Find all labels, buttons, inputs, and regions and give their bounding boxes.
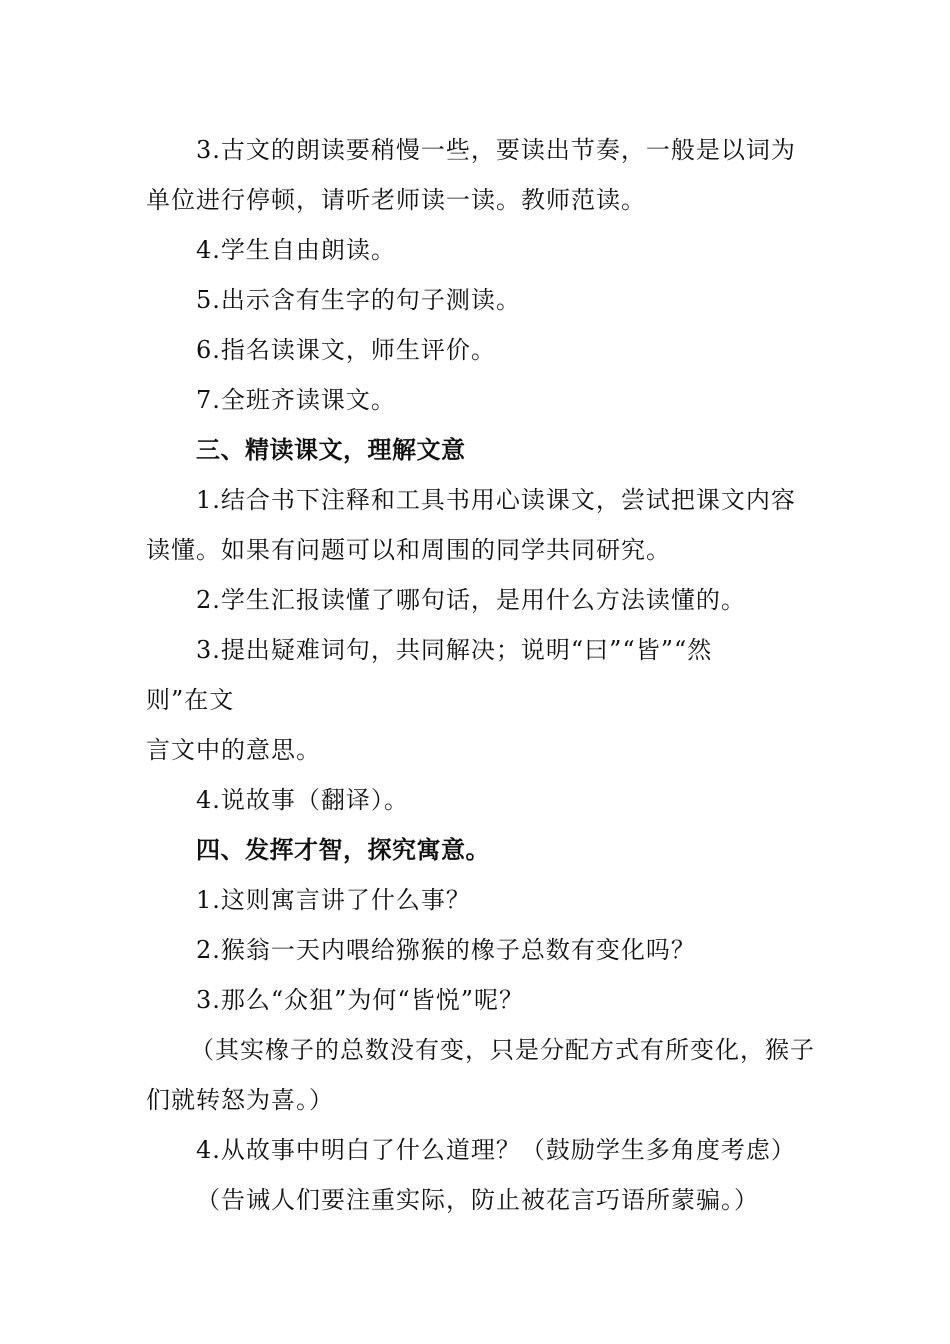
- paragraph-line: 则”在文: [146, 686, 235, 714]
- paragraph-line: 1.结合书下注释和工具书用心读课文，尝试把课文内容: [196, 486, 796, 514]
- paragraph-line: 7.全班齐读课文。: [196, 386, 396, 414]
- paragraph-line: 2.猴翁一天内喂给猕猴的橡子总数有变化吗？: [196, 936, 696, 964]
- paragraph-line: 单位进行停顿，请听老师读一读。教师范读。: [146, 186, 646, 214]
- section-heading: 四、发挥才智，探究寓意。: [196, 836, 490, 864]
- paragraph-line: （告诫人们要注重实际，防止被花言巧语所蒙骗。）: [196, 1186, 759, 1214]
- section-heading: 三、精读课文，理解文意: [196, 436, 466, 464]
- paragraph-line: 1.这则寓言讲了什么事？: [196, 886, 471, 914]
- paragraph-line: （其实橡子的总数没有变，只是分配方式有所变化，猴子: [190, 1036, 815, 1064]
- paragraph-line: 6.指名读课文，师生评价。: [196, 336, 496, 364]
- paragraph-line: 3.提出疑难词句，共同解决；说明“曰”“皆”“然: [196, 636, 713, 664]
- paragraph-line: 4.从故事中明白了什么道理？（鼓励学生多角度考虑）: [196, 1136, 796, 1164]
- paragraph-line: 4.说故事（翻译）。: [196, 786, 409, 814]
- paragraph-line: 4.学生自由朗读。: [196, 236, 396, 264]
- paragraph-line: 们就转怒为喜。）: [146, 1086, 334, 1114]
- paragraph-line: 3.那么“众狙”为何“皆悦”呢？: [196, 986, 524, 1014]
- paragraph-line: 言文中的意思。: [146, 736, 321, 764]
- paragraph-line: 2.学生汇报读懂了哪句话，是用什么方法读懂的。: [196, 586, 746, 614]
- paragraph-line: 读懂。如果有问题可以和周围的同学共同研究。: [146, 536, 671, 564]
- paragraph-line: 3.古文的朗读要稍慢一些，要读出节奏，一般是以词为: [196, 136, 796, 164]
- paragraph-line: 5.出示含有生字的句子测读。: [196, 286, 521, 314]
